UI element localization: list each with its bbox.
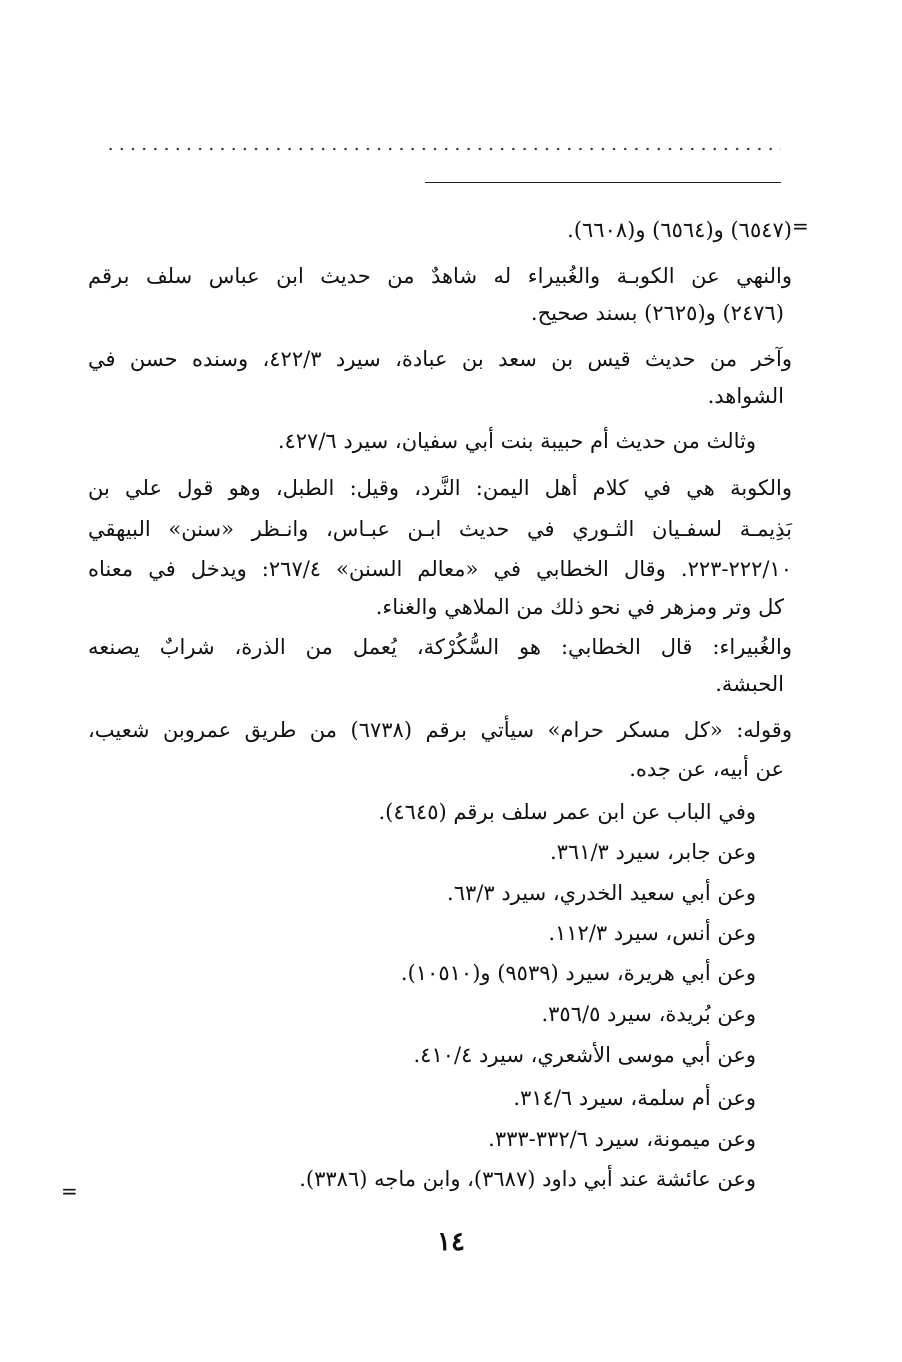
text-line: وعن أبي سعيد الخدري، سيرد ٦٣/٣.: [447, 881, 756, 905]
text-line: وثالث من حديث أم حبيبة بنت أبي سفيان، سيرد ٤٢٧/٦.: [277, 429, 756, 453]
dotted-separator: [105, 147, 781, 151]
text-line: وآخر من حديث قيس بن سعد بن عبادة، سيرد ٤٢٢/٣، وسنده حسن في: [88, 347, 793, 371]
continuation-mark-top: =: [792, 214, 809, 238]
text-line: وعن بُريدة، سيرد ٣٥٦/٥.: [541, 1002, 756, 1026]
text-line: وقوله: «كل مسكر حرام» سيأتي برقم (٦٧٣٨) من طريق عمروبن شعيب،: [88, 718, 792, 742]
footnote-rule: [425, 182, 781, 183]
text-line: وعن عائشة عند أبي داود (٣٦٨٧)، وابن ماجه (٣٣٨٦).: [299, 1167, 756, 1191]
text-line: الشواهد.: [707, 384, 784, 408]
text-line: وعن ميمونة، سيرد ٣٣٢/٦-٣٣٣.: [488, 1127, 756, 1151]
text-line: كل وتر ومزهر في نحو ذلك من الملاهي والغناء.: [375, 595, 784, 619]
text-line: وفي الباب عن ابن عمر سلف برقم (٤٦٤٥).: [378, 800, 756, 824]
text-line: (٢٤٧٦) و(٢٦٢٥) بسند صحيح.: [530, 301, 784, 325]
text-line: (٦٥٤٧) و(٦٥٦٤) و(٦٦٠٨).: [567, 218, 792, 242]
text-line: وعن جابر، سيرد ٣٦١/٣.: [549, 840, 756, 864]
text-line: الحبشة.: [715, 672, 784, 696]
continuation-mark-bottom: =: [61, 1179, 78, 1203]
text-line: عن أبيه، عن جده.: [629, 757, 784, 781]
text-line: وعن أبي موسى الأشعري، سيرد ٤١٠/٤.: [413, 1043, 756, 1067]
text-line: والكوبة هي في كلام أهل اليمن: النَّرد، وقيل: الطبل، وهو قول علي بن: [88, 476, 792, 500]
text-line: والنهي عن الكوبـة والغُبيراء له شاهدٌ من حديث ابن عباس سلف برقم: [88, 264, 792, 288]
text-line: والغُبيراء: قال الخطابي: هو السُّكُرْكة، يُعمل من الذرة، شرابٌ يصنعه: [88, 635, 792, 659]
text-line: وعن أنس، سيرد ١١٢/٣.: [548, 921, 756, 945]
text-line: وعن أم سلمة، سيرد ٣١٤/٦.: [513, 1086, 756, 1110]
text-line: وعن أبي هريرة، سيرد (٩٥٣٩) و(١٠٥١٠).: [400, 961, 756, 985]
text-line: ٢٢٢/١٠-٢٢٣. وقال الخطابي في «معالم السنن» ٢٦٧/٤: ويدخل في معناه: [88, 557, 792, 581]
text-line: بَذِيمـة لسفـيان الثـوري في حديث ابـن عبـاس، وانـظر «سنن» البيهقي: [88, 517, 792, 541]
page-number: ١٤: [437, 1227, 465, 1257]
